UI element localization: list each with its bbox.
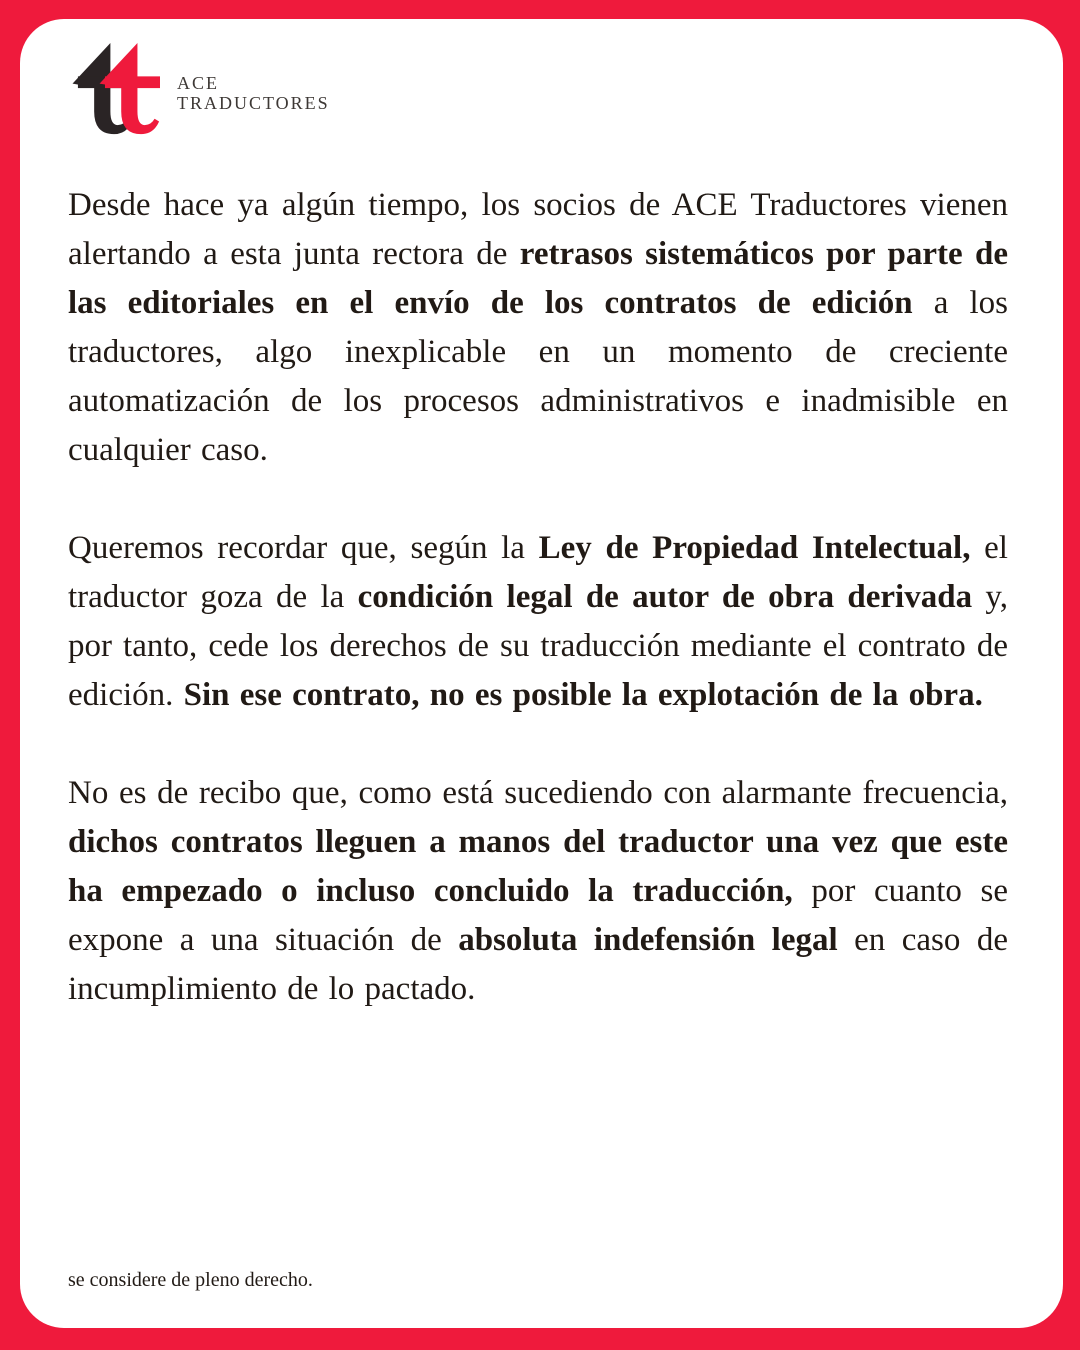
footnote-text: se considere de pleno derecho.: [68, 1269, 313, 1291]
logo: [68, 43, 1008, 135]
bold-segment: retrasos sistemáticos por parte de las editoriales en el envío de los contratos de edición: [68, 236, 1008, 321]
text-segment: No es de recibo que, como está sucediendo con alarmante frecuencia,: [68, 775, 1008, 811]
brand-name: [177, 73, 330, 113]
statement-card: [20, 19, 1063, 1328]
statement-body: [68, 181, 1008, 1014]
bold-segment: Ley de Propiedad Intelectual,: [538, 530, 971, 566]
bold-segment: dichos contratos lleguen a manos del traductor una vez que este ha empezado o incluso concluido la traducción,: [68, 824, 1008, 909]
brand-line-1: ACE: [177, 73, 219, 93]
text-segment: Queremos recordar que, según la: [68, 530, 539, 566]
text-segment: por cuanto se expone a una situación de: [68, 873, 1008, 958]
paragraph-2: [68, 524, 1008, 720]
text-segment: el traductor goza de la: [68, 530, 1008, 615]
text-segment: Desde hace ya algún tiempo, los socios de ACE Traductores vienen alertando a esta junta rectora de: [68, 187, 1008, 272]
tt-monogram-icon: [68, 43, 165, 135]
bold-segment: Sin ese contrato, no es posible la explotación de la obra.: [183, 677, 983, 713]
paragraph-3: [68, 769, 1008, 1014]
bold-segment: condición legal de autor de obra derivada: [357, 579, 973, 615]
text-segment: a los traductores, algo inexplicable en un momento de creciente automatización de los procesos administrativos e inadmisible en cualquier caso.: [68, 285, 1008, 468]
text-segment: en caso de incumplimiento de lo pactado.: [68, 922, 1008, 1007]
bold-segment: absoluta indefensión legal: [458, 922, 838, 958]
paragraph-1: [68, 181, 1008, 475]
text-segment: y, por tanto, cede los derechos de su traducción mediante el contrato de edición.: [68, 579, 1008, 713]
brand-line-2: TRADUCTORES: [177, 93, 330, 114]
